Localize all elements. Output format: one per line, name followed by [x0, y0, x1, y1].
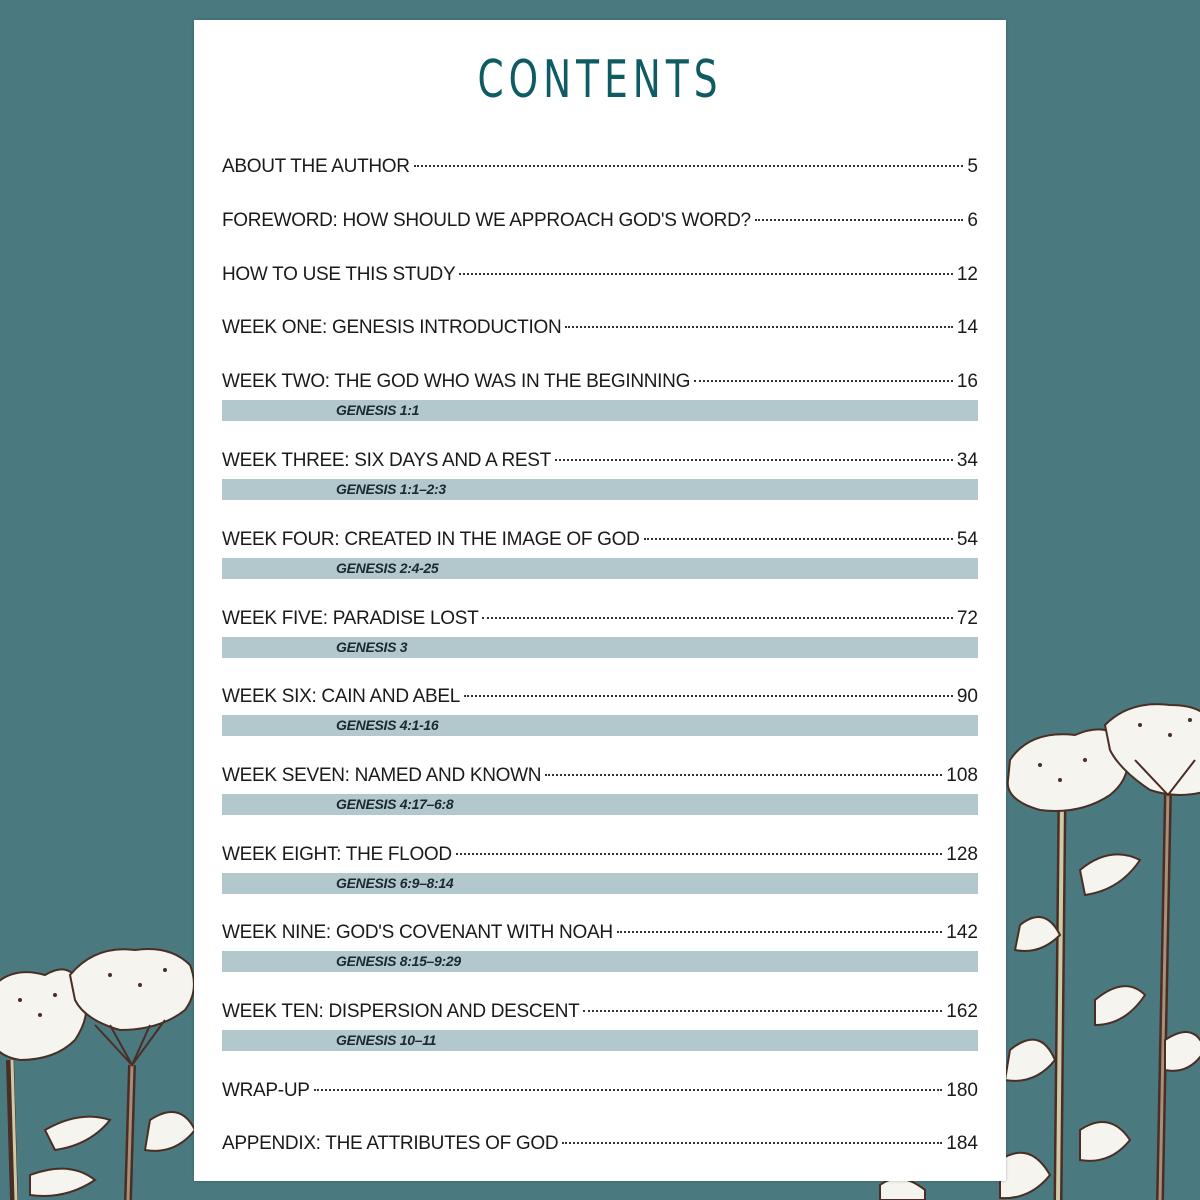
scripture-reference: GENESIS 4:1-16 — [336, 717, 439, 733]
scripture-band — [222, 715, 978, 736]
scripture-band — [222, 637, 978, 658]
toc-entry-week-seven[interactable] — [222, 764, 978, 815]
dot-leader — [414, 165, 964, 167]
toc-entry-week-two[interactable] — [222, 370, 978, 421]
dot-leader — [555, 459, 953, 461]
toc-label: WEEK SIX: CAIN AND ABEL — [222, 686, 461, 707]
scripture-reference: GENESIS 4:17–6:8 — [336, 796, 454, 812]
toc-entry-wrap-up[interactable] — [222, 1079, 978, 1103]
toc-label: HOW TO USE THIS STUDY — [222, 264, 456, 285]
toc-entry-week-eight[interactable] — [222, 843, 978, 894]
dot-leader — [694, 380, 953, 382]
dot-leader — [482, 617, 952, 619]
dot-leader — [617, 931, 943, 933]
toc-label: WEEK NINE: GOD'S COVENANT WITH NOAH — [222, 922, 613, 943]
toc-label: WEEK ONE: GENESIS INTRODUCTION — [222, 317, 562, 338]
scripture-reference: GENESIS 10–11 — [336, 1032, 437, 1048]
toc-entry-week-one[interactable] — [222, 316, 978, 340]
toc-label: WEEK EIGHT: THE FLOOD — [222, 844, 452, 865]
scripture-reference: GENESIS 2:4-25 — [336, 560, 439, 576]
scripture-band — [222, 873, 978, 894]
toc-page-number: 5 — [967, 156, 978, 177]
toc-page-number: 142 — [946, 922, 978, 943]
dot-leader — [545, 774, 942, 776]
toc-entry-appendix[interactable] — [222, 1132, 978, 1156]
toc-page-number: 90 — [956, 686, 978, 707]
toc-label: ABOUT THE AUTHOR — [222, 156, 410, 177]
scripture-reference: GENESIS 8:15–9:29 — [336, 953, 461, 969]
scripture-reference: GENESIS 6:9–8:14 — [336, 875, 454, 891]
contents-page — [194, 20, 1006, 1181]
toc-page-number: 12 — [956, 264, 978, 285]
scripture-band — [222, 794, 978, 815]
toc-entry-how-to-use[interactable] — [222, 263, 978, 287]
toc-page-number: 72 — [956, 608, 978, 629]
toc-page-number: 34 — [956, 450, 978, 471]
toc-label: WEEK FOUR: CREATED IN THE IMAGE OF GOD — [222, 529, 640, 550]
toc-label: WEEK SEVEN: NAMED AND KNOWN — [222, 765, 542, 786]
toc-page-number: 108 — [946, 765, 978, 786]
left-flower-icon — [0, 949, 195, 1200]
toc-page-number: 14 — [956, 317, 978, 338]
toc-label: FOREWORD: HOW SHOULD WE APPROACH GOD'S WORD? — [222, 210, 751, 231]
page-title: CONTENTS — [477, 50, 723, 110]
toc-entry-week-six[interactable] — [222, 685, 978, 736]
toc-label: WEEK TEN: DISPERSION AND DESCENT — [222, 1001, 580, 1022]
toc-entry-week-three[interactable] — [222, 449, 978, 500]
toc-page-number: 6 — [967, 210, 978, 231]
toc-page-number: 128 — [946, 844, 978, 865]
scripture-band — [222, 479, 978, 500]
toc-entry-about-the-author[interactable] — [222, 155, 978, 179]
dot-leader — [562, 1142, 942, 1144]
toc-label: WRAP-UP — [222, 1080, 310, 1101]
dot-leader — [459, 273, 953, 275]
dot-leader — [464, 695, 953, 697]
toc-page-number: 54 — [956, 529, 978, 550]
toc-entry-foreword[interactable] — [222, 209, 978, 233]
dot-leader — [644, 538, 953, 540]
toc-page-number: 180 — [946, 1080, 978, 1101]
dot-leader — [565, 326, 952, 328]
toc-label: WEEK FIVE: PARADISE LOST — [222, 608, 479, 629]
scripture-reference: GENESIS 1:1 — [336, 402, 420, 418]
toc-page-number: 16 — [956, 371, 978, 392]
dot-leader — [456, 853, 942, 855]
toc-entry-week-ten[interactable] — [222, 1000, 978, 1051]
toc-entry-week-five[interactable] — [222, 607, 978, 658]
dot-leader — [583, 1010, 942, 1012]
dot-leader — [314, 1089, 943, 1091]
scripture-band — [222, 558, 978, 579]
toc-page-number: 162 — [946, 1001, 978, 1022]
toc-entry-week-nine[interactable] — [222, 921, 978, 972]
toc-label: WEEK THREE: SIX DAYS AND A REST — [222, 450, 551, 471]
scripture-band — [222, 951, 978, 972]
toc-page-number: 184 — [946, 1133, 978, 1154]
toc-label: APPENDIX: THE ATTRIBUTES OF GOD — [222, 1133, 559, 1154]
scripture-band — [222, 1030, 978, 1051]
scripture-band — [222, 400, 978, 421]
toc-label: WEEK TWO: THE GOD WHO WAS IN THE BEGINNING — [222, 371, 691, 392]
dot-leader — [755, 219, 964, 221]
scripture-reference: GENESIS 1:1–2:3 — [336, 481, 446, 497]
scripture-reference: GENESIS 3 — [336, 639, 408, 655]
toc-entry-week-four[interactable] — [222, 528, 978, 579]
